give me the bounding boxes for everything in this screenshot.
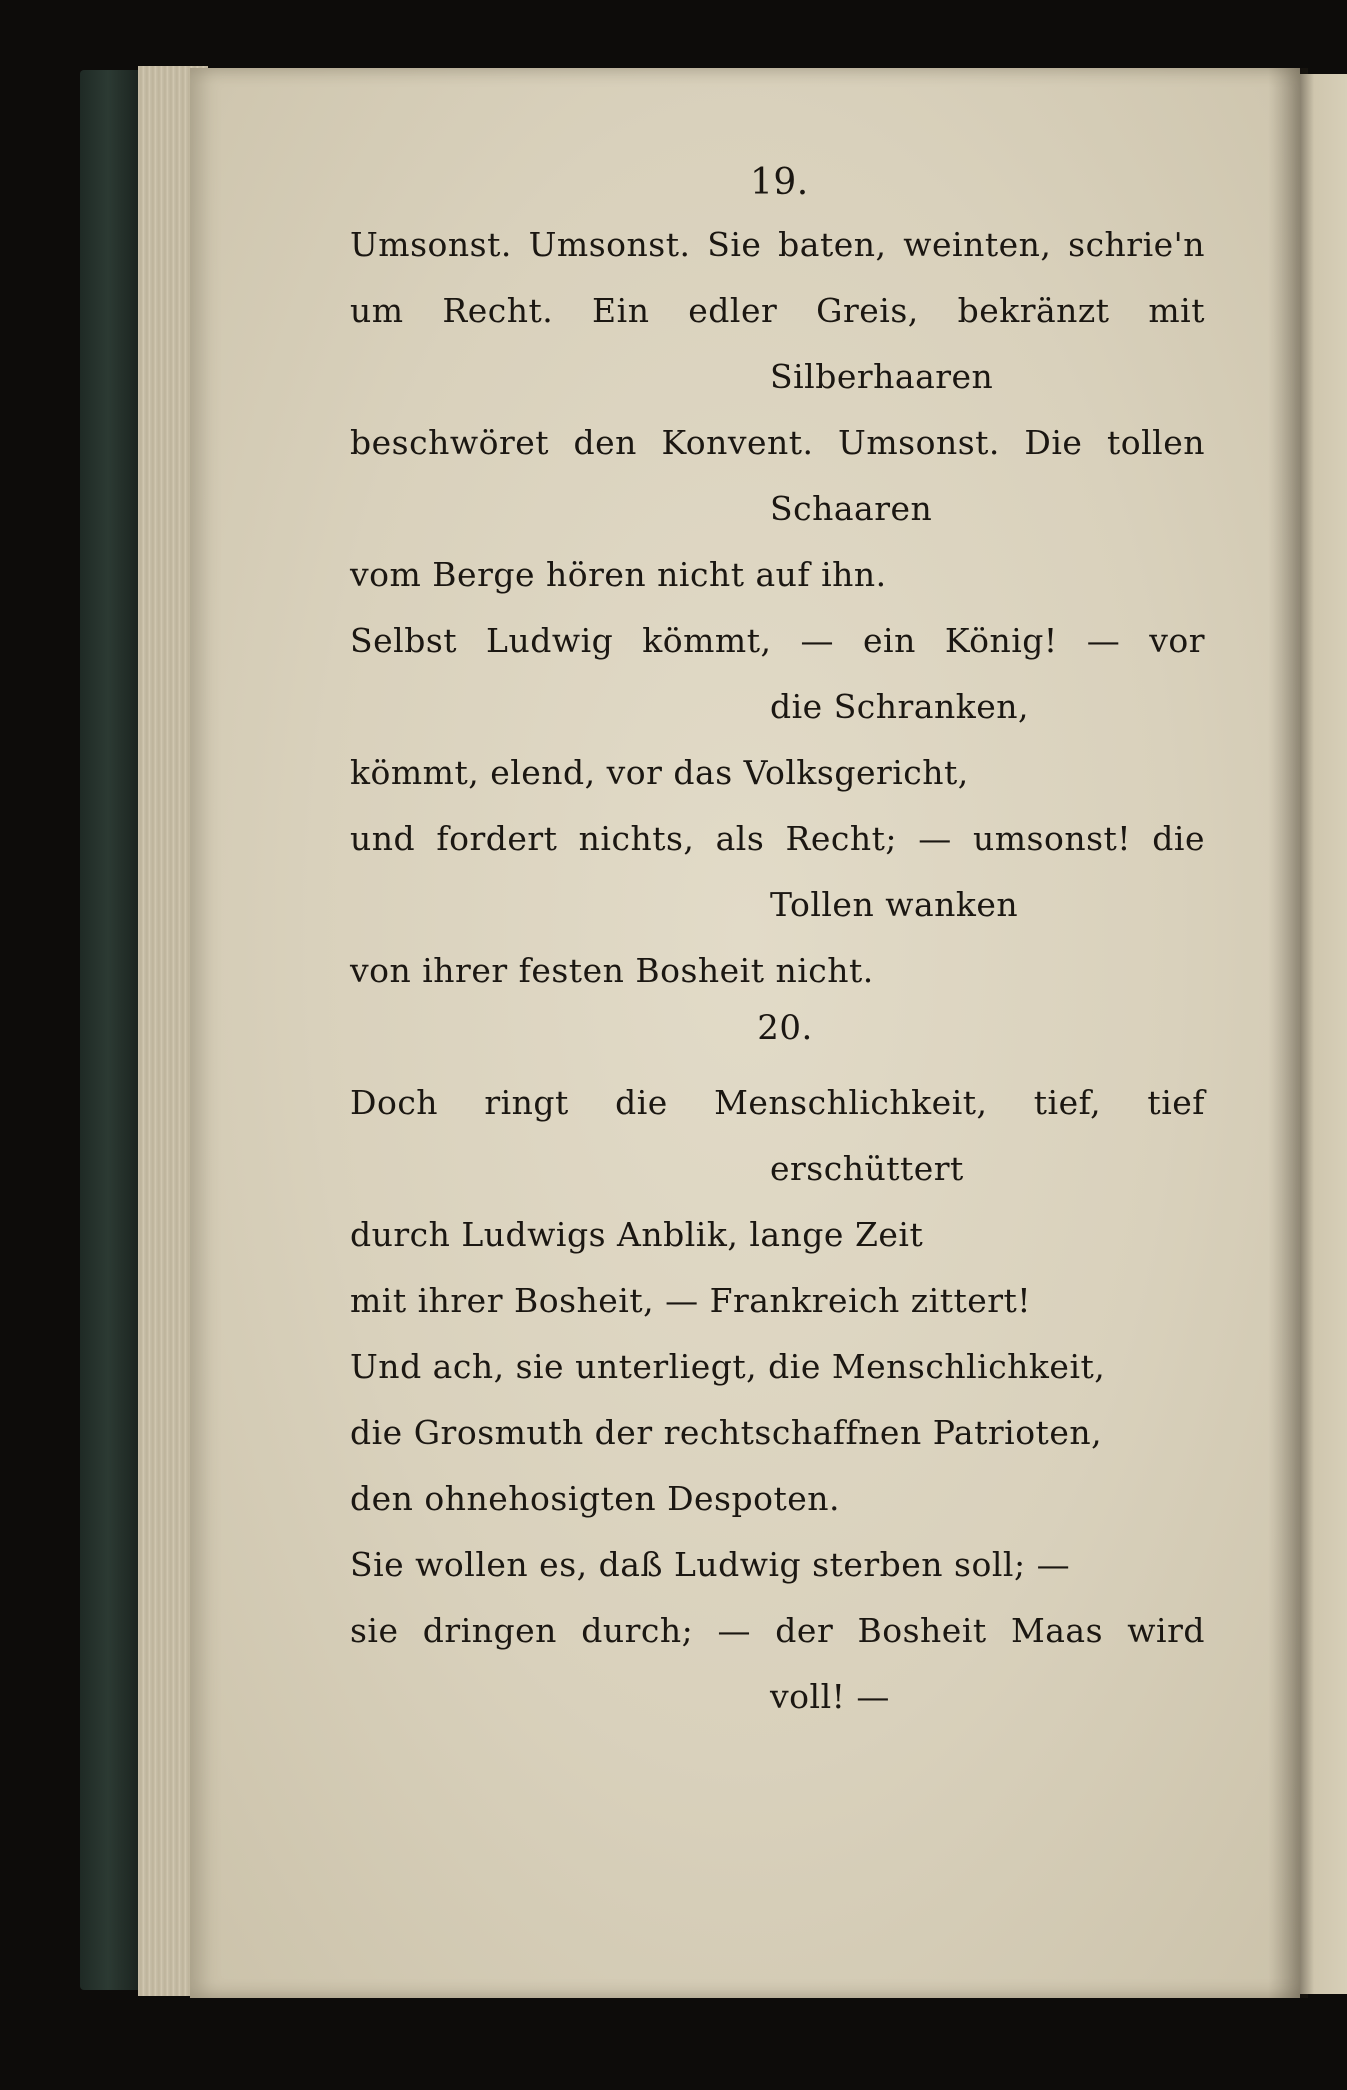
verse-line: Selbst Ludwig kömmt, — ein König! — vor: [350, 621, 1205, 660]
verse-line: durch Ludwigs Anblik, lange Zeit: [350, 1215, 924, 1254]
book-spine: [80, 70, 142, 1990]
verse-line: Umsonst. Umsonst. Sie baten, weinten, schrie'n: [350, 225, 1205, 264]
page-number: 19.: [750, 162, 809, 203]
verse-line: beschwöret den Konvent. Umsonst. Die tollen: [350, 423, 1205, 462]
book-page: [190, 68, 1300, 1998]
stanza-number: 20.: [757, 1008, 813, 1048]
verse-line: sie dringen durch; — der Bosheit Maas wird: [350, 1611, 1205, 1650]
verse-line: mit ihrer Bosheit, — Frankreich zittert!: [350, 1281, 1032, 1320]
verse-line: um Recht. Ein edler Greis, bekränzt mit: [350, 291, 1205, 330]
verse-turnover: die Schranken,: [770, 687, 1030, 726]
verse-turnover: voll! —: [770, 1677, 890, 1716]
verse-line: den ohnehosigten Despoten.: [350, 1479, 841, 1518]
verse-line: Und ach, sie unterliegt, die Menschlichkeit,: [350, 1347, 1106, 1386]
verse-line: Doch ringt die Menschlichkeit, tief, tief: [350, 1083, 1205, 1122]
verse-turnover: Schaaren: [770, 489, 933, 528]
facing-page: [1300, 74, 1347, 1994]
verse-turnover: erschüttert: [770, 1149, 964, 1188]
verse-line: kömmt, elend, vor das Volksgericht,: [350, 753, 969, 792]
verse-line: von ihrer festen Bosheit nicht.: [350, 951, 874, 990]
verse-turnover: Silberhaaren: [770, 357, 994, 396]
verse-line: die Grosmuth der rechtschaffnen Patrioten,: [350, 1413, 1103, 1452]
verse-turnover: Tollen wanken: [770, 885, 1019, 924]
verse-line: und fordert nichts, als Recht; — umsonst! die: [350, 819, 1205, 858]
verse-line: vom Berge hören nicht auf ihn.: [350, 555, 887, 594]
verse-line: Sie wollen es, daß Ludwig sterben soll; —: [350, 1545, 1071, 1584]
